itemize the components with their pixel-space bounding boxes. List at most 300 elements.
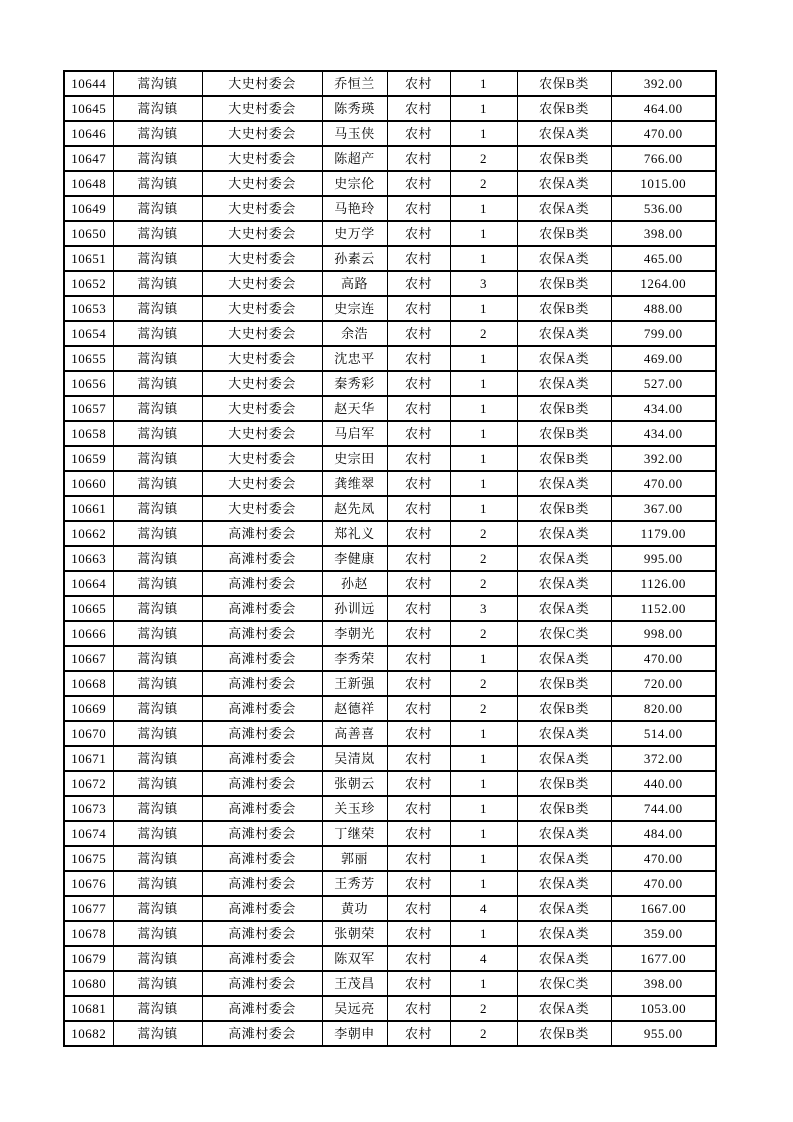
table-cell-record-id: 10649 [64,196,113,221]
table-cell-amount: 1015.00 [611,171,716,196]
table-cell-amount: 995.00 [611,546,716,571]
table-cell-person-name: 乔恒兰 [322,71,387,96]
table-cell-amount: 720.00 [611,671,716,696]
table-row [64,696,716,721]
table-cell-village-committee: 大史村委会 [202,296,322,321]
table-row [64,971,716,996]
table-cell-amount: 434.00 [611,396,716,421]
table-cell-record-id: 10671 [64,746,113,771]
table-cell-village-committee: 大史村委会 [202,396,322,421]
table-cell-insurance-category: 农保A类 [517,821,611,846]
table-cell-residence-type: 农村 [387,896,450,921]
table-cell-town: 蒿沟镇 [113,146,202,171]
payment-table-body [64,71,716,1046]
table-cell-record-id: 10676 [64,871,113,896]
table-cell-amount: 464.00 [611,96,716,121]
table-cell-insurance-category: 农保C类 [517,971,611,996]
table-cell-amount: 1264.00 [611,271,716,296]
table-cell-record-id: 10646 [64,121,113,146]
table-row [64,896,716,921]
table-cell-insurance-category: 农保B类 [517,296,611,321]
table-cell-person-name: 马艳玲 [322,196,387,221]
table-cell-amount: 527.00 [611,371,716,396]
table-cell-person-name: 孙赵 [322,571,387,596]
table-cell-residence-type: 农村 [387,921,450,946]
table-cell-record-id: 10647 [64,146,113,171]
table-cell-residence-type: 农村 [387,371,450,396]
table-row [64,446,716,471]
table-row [64,546,716,571]
table-cell-person-count: 1 [450,721,517,746]
table-cell-insurance-category: 农保A类 [517,321,611,346]
table-row [64,1021,716,1046]
table-cell-insurance-category: 农保A类 [517,171,611,196]
table-row [64,721,716,746]
table-cell-record-id: 10652 [64,271,113,296]
table-cell-residence-type: 农村 [387,121,450,146]
table-cell-residence-type: 农村 [387,771,450,796]
table-cell-insurance-category: 农保B类 [517,71,611,96]
table-cell-person-count: 1 [450,371,517,396]
table-cell-residence-type: 农村 [387,521,450,546]
table-cell-record-id: 10674 [64,821,113,846]
table-cell-insurance-category: 农保B类 [517,446,611,471]
table-cell-town: 蒿沟镇 [113,896,202,921]
table-cell-residence-type: 农村 [387,546,450,571]
table-cell-insurance-category: 农保A类 [517,646,611,671]
table-cell-amount: 1667.00 [611,896,716,921]
table-cell-amount: 392.00 [611,446,716,471]
table-cell-person-name: 关玉珍 [322,796,387,821]
table-cell-record-id: 10659 [64,446,113,471]
table-row [64,646,716,671]
table-cell-amount: 465.00 [611,246,716,271]
table-cell-insurance-category: 农保A类 [517,346,611,371]
table-cell-insurance-category: 农保A类 [517,521,611,546]
table-row [64,821,716,846]
table-cell-village-committee: 大史村委会 [202,196,322,221]
table-cell-person-count: 1 [450,96,517,121]
table-cell-amount: 744.00 [611,796,716,821]
table-cell-person-count: 1 [450,871,517,896]
table-cell-person-count: 1 [450,71,517,96]
table-cell-person-count: 1 [450,446,517,471]
table-cell-record-id: 10650 [64,221,113,246]
table-cell-person-count: 2 [450,171,517,196]
table-cell-person-count: 2 [450,621,517,646]
table-cell-person-name: 史宗伦 [322,171,387,196]
table-cell-town: 蒿沟镇 [113,946,202,971]
table-cell-village-committee: 大史村委会 [202,221,322,246]
table-cell-village-committee: 高滩村委会 [202,971,322,996]
table-cell-town: 蒿沟镇 [113,996,202,1021]
table-cell-person-name: 史宗田 [322,446,387,471]
table-cell-village-committee: 大史村委会 [202,96,322,121]
table-cell-record-id: 10661 [64,496,113,521]
table-cell-amount: 359.00 [611,921,716,946]
table-cell-amount: 470.00 [611,646,716,671]
table-cell-person-count: 1 [450,971,517,996]
table-cell-record-id: 10648 [64,171,113,196]
table-cell-town: 蒿沟镇 [113,121,202,146]
table-row [64,596,716,621]
table-cell-amount: 392.00 [611,71,716,96]
table-cell-residence-type: 农村 [387,946,450,971]
table-cell-town: 蒿沟镇 [113,721,202,746]
table-cell-village-committee: 大史村委会 [202,446,322,471]
table-cell-town: 蒿沟镇 [113,346,202,371]
table-cell-amount: 766.00 [611,146,716,171]
table-cell-residence-type: 农村 [387,671,450,696]
table-cell-town: 蒿沟镇 [113,521,202,546]
table-cell-person-count: 1 [450,346,517,371]
table-cell-amount: 440.00 [611,771,716,796]
table-cell-residence-type: 农村 [387,721,450,746]
table-cell-town: 蒿沟镇 [113,71,202,96]
table-cell-person-count: 2 [450,546,517,571]
table-cell-village-committee: 大史村委会 [202,421,322,446]
table-cell-person-name: 郑礼义 [322,521,387,546]
table-cell-person-name: 张朝云 [322,771,387,796]
table-cell-amount: 470.00 [611,846,716,871]
table-cell-amount: 955.00 [611,1021,716,1046]
table-row [64,471,716,496]
table-cell-person-name: 孙训远 [322,596,387,621]
table-cell-record-id: 10662 [64,521,113,546]
table-cell-person-name: 赵天华 [322,396,387,421]
table-cell-record-id: 10657 [64,396,113,421]
table-cell-person-name: 高善喜 [322,721,387,746]
table-cell-amount: 514.00 [611,721,716,746]
table-cell-village-committee: 大史村委会 [202,371,322,396]
table-cell-person-count: 1 [450,496,517,521]
table-cell-amount: 1053.00 [611,996,716,1021]
table-cell-village-committee: 高滩村委会 [202,621,322,646]
table-cell-village-committee: 大史村委会 [202,121,322,146]
table-cell-village-committee: 大史村委会 [202,471,322,496]
table-cell-record-id: 10663 [64,546,113,571]
table-cell-person-name: 史万学 [322,221,387,246]
table-cell-amount: 799.00 [611,321,716,346]
table-row [64,371,716,396]
table-cell-person-count: 1 [450,746,517,771]
table-row [64,746,716,771]
table-cell-residence-type: 农村 [387,696,450,721]
table-cell-insurance-category: 农保A类 [517,921,611,946]
table-cell-residence-type: 农村 [387,171,450,196]
table-cell-residence-type: 农村 [387,746,450,771]
table-cell-residence-type: 农村 [387,796,450,821]
table-cell-record-id: 10670 [64,721,113,746]
table-cell-village-committee: 高滩村委会 [202,871,322,896]
table-cell-insurance-category: 农保A类 [517,471,611,496]
table-cell-insurance-category: 农保A类 [517,996,611,1021]
table-cell-residence-type: 农村 [387,446,450,471]
table-cell-person-name: 余浩 [322,321,387,346]
table-cell-residence-type: 农村 [387,971,450,996]
table-cell-town: 蒿沟镇 [113,321,202,346]
table-cell-village-committee: 高滩村委会 [202,571,322,596]
table-cell-amount: 372.00 [611,746,716,771]
table-cell-insurance-category: 农保B类 [517,96,611,121]
table-cell-town: 蒿沟镇 [113,371,202,396]
table-cell-amount: 1179.00 [611,521,716,546]
table-row [64,146,716,171]
table-cell-person-name: 郭丽 [322,846,387,871]
table-row [64,521,716,546]
table-cell-village-committee: 高滩村委会 [202,796,322,821]
table-cell-residence-type: 农村 [387,871,450,896]
table-cell-person-count: 1 [450,121,517,146]
table-cell-town: 蒿沟镇 [113,221,202,246]
table-cell-person-count: 1 [450,771,517,796]
table-cell-person-name: 李朝光 [322,621,387,646]
table-cell-residence-type: 农村 [387,1021,450,1046]
table-cell-record-id: 10656 [64,371,113,396]
table-row [64,921,716,946]
table-cell-record-id: 10665 [64,596,113,621]
table-row [64,671,716,696]
table-cell-person-name: 马启军 [322,421,387,446]
table-cell-insurance-category: 农保A类 [517,596,611,621]
table-cell-residence-type: 农村 [387,221,450,246]
table-cell-insurance-category: 农保B类 [517,671,611,696]
table-cell-residence-type: 农村 [387,421,450,446]
table-cell-record-id: 10682 [64,1021,113,1046]
table-cell-insurance-category: 农保B类 [517,1021,611,1046]
table-cell-amount: 536.00 [611,196,716,221]
table-cell-insurance-category: 农保A类 [517,546,611,571]
table-cell-person-count: 4 [450,896,517,921]
table-cell-town: 蒿沟镇 [113,621,202,646]
table-cell-amount: 470.00 [611,471,716,496]
table-cell-insurance-category: 农保A类 [517,196,611,221]
table-cell-residence-type: 农村 [387,646,450,671]
table-cell-person-count: 2 [450,571,517,596]
table-cell-insurance-category: 农保A类 [517,371,611,396]
table-row [64,496,716,521]
table-cell-person-name: 李秀荣 [322,646,387,671]
table-cell-person-count: 2 [450,671,517,696]
table-cell-person-name: 赵德祥 [322,696,387,721]
table-cell-person-name: 高路 [322,271,387,296]
table-cell-person-count: 3 [450,271,517,296]
table-cell-person-name: 黄功 [322,896,387,921]
table-cell-town: 蒿沟镇 [113,921,202,946]
table-cell-person-count: 2 [450,321,517,346]
table-cell-town: 蒿沟镇 [113,196,202,221]
table-row [64,796,716,821]
table-cell-town: 蒿沟镇 [113,671,202,696]
table-cell-amount: 470.00 [611,871,716,896]
table-cell-insurance-category: 农保A类 [517,846,611,871]
table-row [64,396,716,421]
table-cell-person-count: 1 [450,921,517,946]
table-cell-record-id: 10658 [64,421,113,446]
table-cell-insurance-category: 农保A类 [517,721,611,746]
table-cell-residence-type: 农村 [387,71,450,96]
table-cell-person-name: 沈忠平 [322,346,387,371]
table-cell-person-count: 1 [450,471,517,496]
table-row [64,121,716,146]
table-cell-amount: 820.00 [611,696,716,721]
table-cell-person-count: 1 [450,796,517,821]
table-cell-insurance-category: 农保B类 [517,396,611,421]
table-cell-person-name: 龚维翠 [322,471,387,496]
table-cell-record-id: 10654 [64,321,113,346]
table-cell-insurance-category: 农保A类 [517,246,611,271]
table-cell-village-committee: 高滩村委会 [202,821,322,846]
table-cell-insurance-category: 农保A类 [517,896,611,921]
table-cell-town: 蒿沟镇 [113,746,202,771]
table-cell-amount: 488.00 [611,296,716,321]
table-cell-person-count: 1 [450,846,517,871]
table-cell-residence-type: 农村 [387,571,450,596]
table-cell-town: 蒿沟镇 [113,796,202,821]
table-row [64,71,716,96]
table-cell-residence-type: 农村 [387,996,450,1021]
table-row [64,321,716,346]
table-cell-person-name: 陈秀瑛 [322,96,387,121]
table-cell-record-id: 10667 [64,646,113,671]
table-cell-insurance-category: 农保B类 [517,221,611,246]
table-cell-village-committee: 高滩村委会 [202,746,322,771]
table-row [64,96,716,121]
table-cell-insurance-category: 农保B类 [517,496,611,521]
table-cell-amount: 367.00 [611,496,716,521]
table-cell-village-committee: 高滩村委会 [202,546,322,571]
table-cell-person-name: 李健康 [322,546,387,571]
table-cell-village-committee: 高滩村委会 [202,521,322,546]
table-cell-person-name: 吴清岚 [322,746,387,771]
table-cell-person-name: 吴远亮 [322,996,387,1021]
table-cell-record-id: 10655 [64,346,113,371]
table-cell-record-id: 10645 [64,96,113,121]
table-cell-insurance-category: 农保A类 [517,571,611,596]
table-cell-person-name: 秦秀彩 [322,371,387,396]
table-cell-person-name: 陈双军 [322,946,387,971]
table-cell-village-committee: 大史村委会 [202,346,322,371]
table-cell-town: 蒿沟镇 [113,696,202,721]
table-cell-amount: 1677.00 [611,946,716,971]
table-cell-amount: 434.00 [611,421,716,446]
table-cell-town: 蒿沟镇 [113,971,202,996]
table-cell-record-id: 10677 [64,896,113,921]
table-cell-person-count: 4 [450,946,517,971]
table-cell-village-committee: 高滩村委会 [202,946,322,971]
table-cell-amount: 484.00 [611,821,716,846]
table-cell-town: 蒿沟镇 [113,1021,202,1046]
table-cell-person-count: 1 [450,396,517,421]
table-cell-person-name: 张朝荣 [322,921,387,946]
table-cell-village-committee: 大史村委会 [202,246,322,271]
table-cell-village-committee: 高滩村委会 [202,671,322,696]
table-row [64,271,716,296]
table-cell-residence-type: 农村 [387,346,450,371]
table-row [64,171,716,196]
table-cell-record-id: 10678 [64,921,113,946]
insurance-payment-table [63,70,717,1047]
table-row [64,996,716,1021]
table-cell-town: 蒿沟镇 [113,246,202,271]
table-cell-person-count: 1 [450,221,517,246]
table-cell-residence-type: 农村 [387,196,450,221]
table-cell-record-id: 10644 [64,71,113,96]
table-cell-person-name: 赵先凤 [322,496,387,521]
table-cell-town: 蒿沟镇 [113,396,202,421]
table-cell-amount: 398.00 [611,221,716,246]
table-cell-person-count: 2 [450,1021,517,1046]
table-cell-town: 蒿沟镇 [113,171,202,196]
table-cell-record-id: 10660 [64,471,113,496]
table-cell-person-count: 2 [450,696,517,721]
table-cell-amount: 998.00 [611,621,716,646]
table-cell-person-count: 2 [450,146,517,171]
table-cell-residence-type: 农村 [387,496,450,521]
table-cell-residence-type: 农村 [387,471,450,496]
table-cell-village-committee: 高滩村委会 [202,896,322,921]
table-cell-village-committee: 高滩村委会 [202,596,322,621]
table-cell-residence-type: 农村 [387,96,450,121]
table-cell-insurance-category: 农保B类 [517,146,611,171]
table-cell-town: 蒿沟镇 [113,546,202,571]
table-cell-village-committee: 高滩村委会 [202,771,322,796]
table-cell-town: 蒿沟镇 [113,846,202,871]
table-cell-village-committee: 大史村委会 [202,146,322,171]
table-cell-residence-type: 农村 [387,621,450,646]
table-cell-town: 蒿沟镇 [113,296,202,321]
table-cell-person-name: 王秀芳 [322,871,387,896]
table-cell-record-id: 10672 [64,771,113,796]
table-cell-insurance-category: 农保A类 [517,946,611,971]
table-cell-town: 蒿沟镇 [113,471,202,496]
table-row [64,246,716,271]
table-cell-amount: 398.00 [611,971,716,996]
table-cell-record-id: 10675 [64,846,113,871]
table-cell-residence-type: 农村 [387,396,450,421]
table-cell-village-committee: 高滩村委会 [202,921,322,946]
table-cell-record-id: 10681 [64,996,113,1021]
table-cell-insurance-category: 农保B类 [517,271,611,296]
table-cell-amount: 1152.00 [611,596,716,621]
table-row [64,946,716,971]
table-row [64,421,716,446]
table-cell-residence-type: 农村 [387,846,450,871]
table-cell-amount: 469.00 [611,346,716,371]
table-cell-record-id: 10666 [64,621,113,646]
table-cell-record-id: 10680 [64,971,113,996]
table-cell-residence-type: 农村 [387,296,450,321]
table-cell-person-count: 1 [450,421,517,446]
table-cell-town: 蒿沟镇 [113,496,202,521]
table-cell-person-count: 1 [450,246,517,271]
table-cell-person-name: 孙素云 [322,246,387,271]
table-cell-town: 蒿沟镇 [113,571,202,596]
table-cell-town: 蒿沟镇 [113,821,202,846]
table-cell-person-count: 2 [450,521,517,546]
table-cell-village-committee: 大史村委会 [202,171,322,196]
table-cell-town: 蒿沟镇 [113,421,202,446]
table-cell-town: 蒿沟镇 [113,646,202,671]
table-cell-person-count: 1 [450,196,517,221]
table-cell-town: 蒿沟镇 [113,96,202,121]
table-cell-person-name: 王茂昌 [322,971,387,996]
table-cell-village-committee: 高滩村委会 [202,996,322,1021]
table-cell-insurance-category: 农保A类 [517,746,611,771]
table-cell-insurance-category: 农保B类 [517,421,611,446]
table-row [64,846,716,871]
table-row [64,296,716,321]
